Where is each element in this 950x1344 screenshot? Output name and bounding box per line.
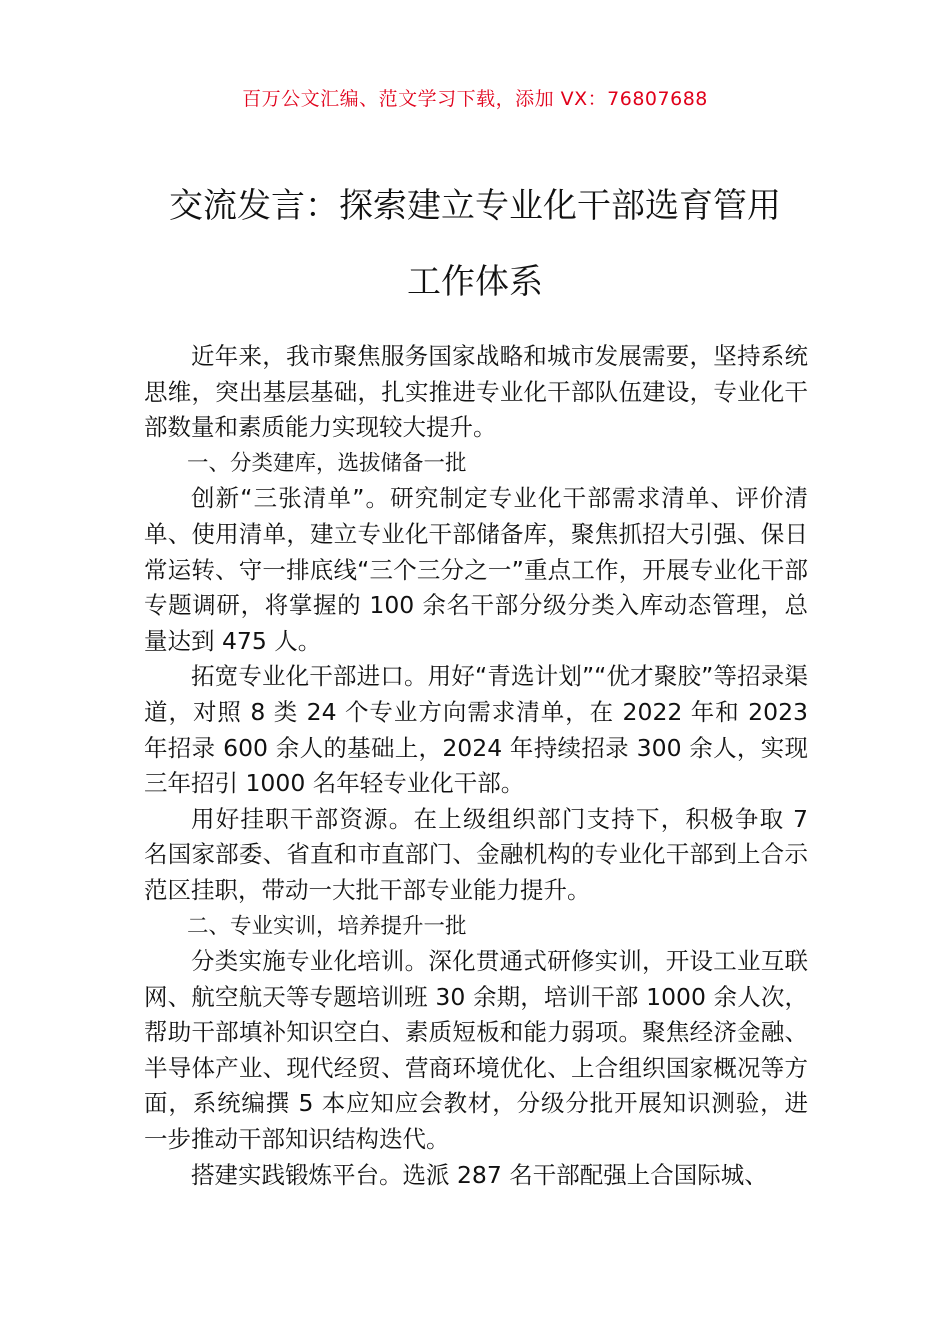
paragraph: 拓宽专业化干部进口。用好“青选计划”“优才聚胶”等招录渠道，对照 8 类 24 个专业方向需求清单，在 2022 年和 2023 年招录 600 余人的基础上，2024 年持续招录 300 余人，实现三年招引 1000 名年轻专业化干部。 xyxy=(144,662,808,798)
header-note: 百万公文汇编、范文学习下载，添加 VX：76807688 xyxy=(242,88,708,110)
section-heading-1: 一、分类建库，选拔储备一批 xyxy=(187,450,467,476)
title-line-2: 工作体系 xyxy=(407,262,543,302)
paragraph: 分类实施专业化培训。深化贯通式研修实训，开设工业互联网、航空航天等专题培训班 30 余期，培训干部 1000 余人次，帮助干部填补知识空白、素质短板和能力弱项。聚焦经济金融、半导体产业、现代经贸、营商环境优化、上合组织国家概况等方面，系统编撰 5 本应知应会教材，分级分批开展知识测验，进一步推动干部知识结构迭代。 xyxy=(144,947,808,1154)
paragraph: 搭建实践锻炼平台。选派 287 名干部配强上合国际城、 xyxy=(191,1160,768,1189)
paragraph: 创新“三张清单”。研究制定专业化干部需求清单、评价清单、使用清单，建立专业化干部储备库，聚焦抓招大引强、保日常运转、守一排底线“三个三分之一”重点工作，开展专业化干部专题调研，将掌握的 100 余名干部分级分类入库动态管理，总量达到 475 人。 xyxy=(144,484,808,655)
paragraph: 用好挂职干部资源。在上级组织部门支持下，积极争取 7 名国家部委、省直和市直部门、金融机构的专业化干部到上合示范区挂职，带动一大批干部专业能力提升。 xyxy=(144,804,808,904)
document-title xyxy=(120,168,830,320)
section-heading-2: 二、专业实训，培养提升一批 xyxy=(187,913,467,939)
title-line-1: 交流发言：探索建立专业化干部选育管用 xyxy=(169,186,781,226)
document-body xyxy=(144,339,808,1193)
paragraph-intro: 近年来，我市聚焦服务国家战略和城市发展需要，坚持系统思维，突出基层基础，扎实推进专业化干部队伍建设，专业化干部数量和素质能力实现较大提升。 xyxy=(144,342,808,442)
